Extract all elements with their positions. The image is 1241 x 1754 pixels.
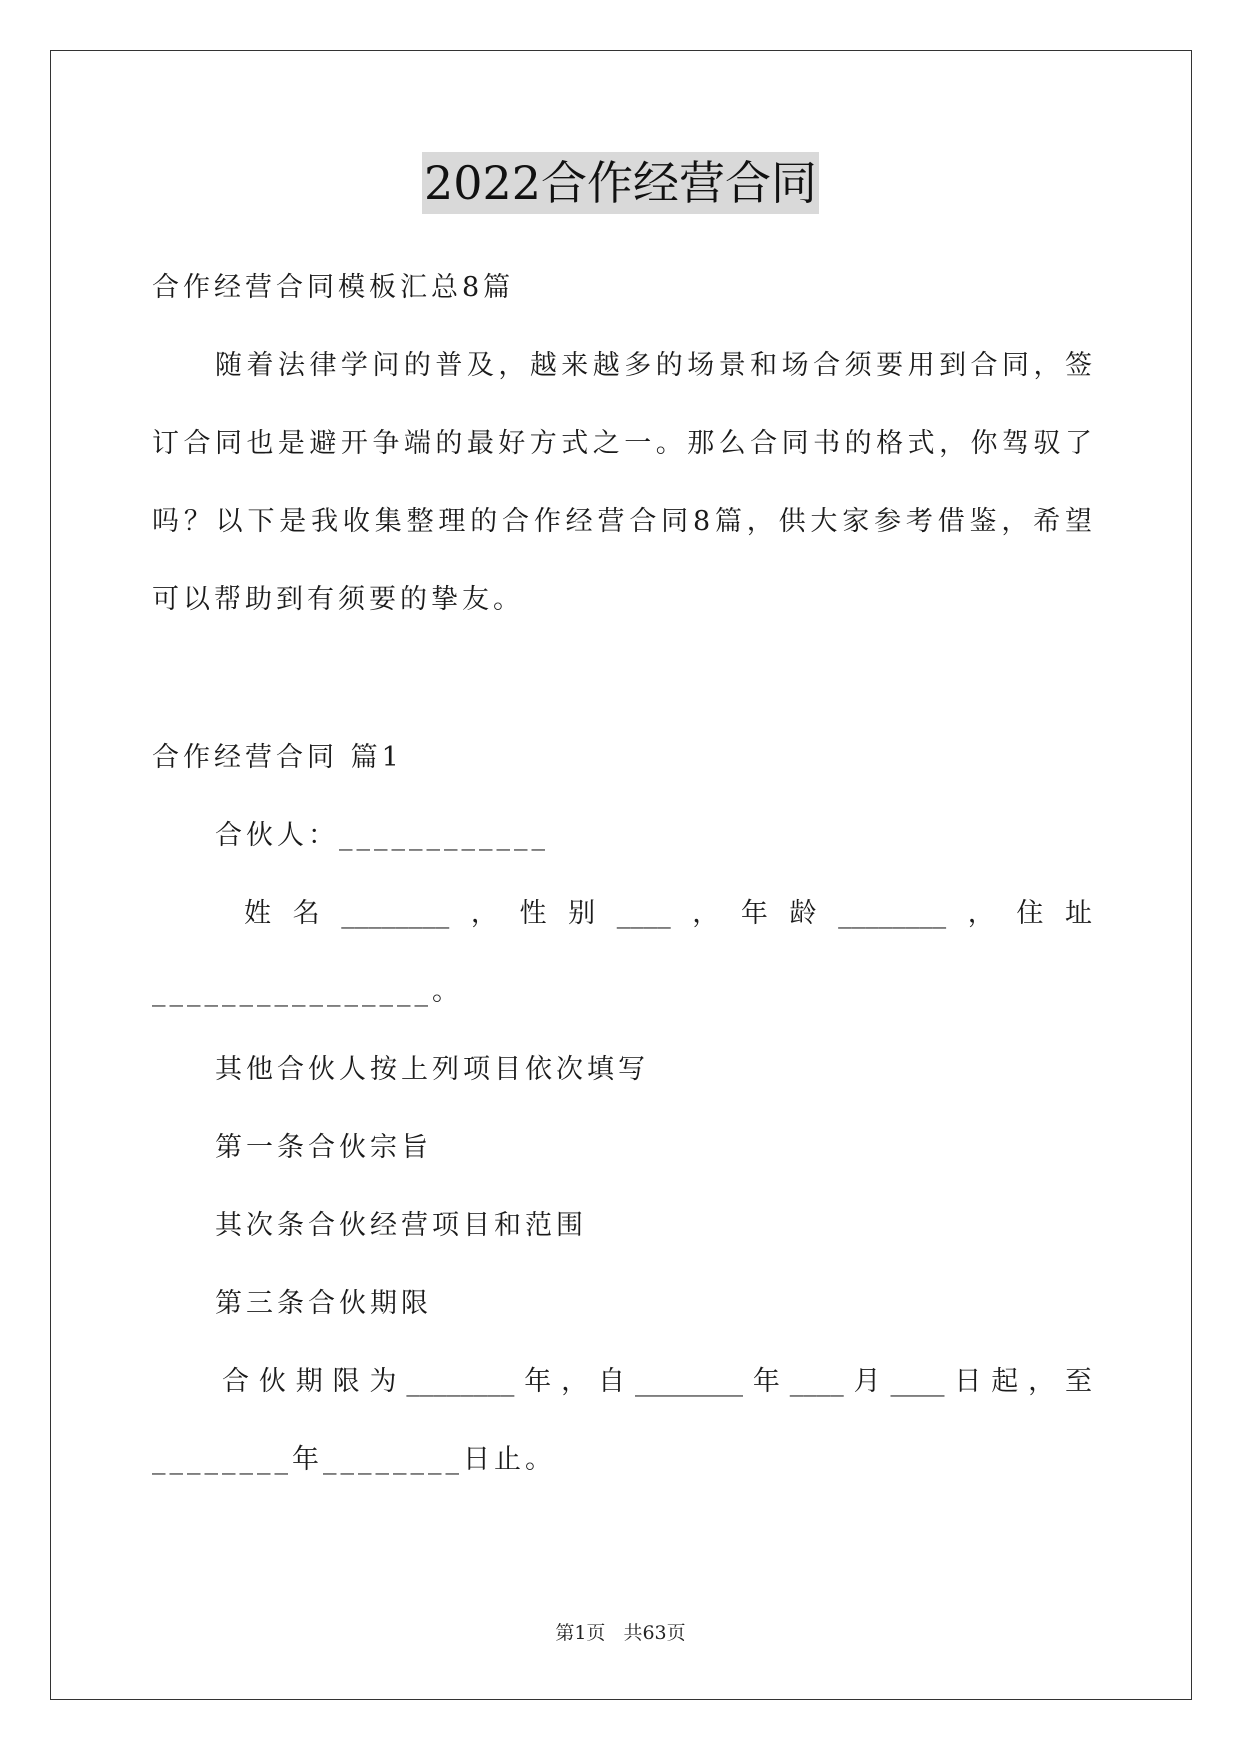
partner-info-line-2: ________________。 [152,976,463,1007]
intro-line-2: 订合同也是避开争端的最好方式之一。那么合同书的格式，你驾驭了 [152,428,1092,459]
term-line-1: 合伙期限为________年，自________年____月____日起，至 [222,1366,1092,1397]
page-number-total: 共63页 [623,1622,686,1644]
partner-info-line-1: 姓名________，性别____，年龄________，住址 [244,898,1092,929]
page-footer [0,1620,1241,1646]
intro-line-4: 可以帮助到有须要的挚友。 [152,584,524,615]
partner-label: 合伙人：____________ [215,820,549,851]
section-heading: 合作经营合同 篇1 [152,742,403,773]
document-subtitle: 合作经营合同模板汇总8篇 [152,272,515,303]
intro-line-3: 吗？以下是我收集整理的合作经营合同8篇，供大家参考借鉴，希望 [152,506,1092,537]
term-line-2: ________年________日止。 [152,1444,556,1475]
other-partners-note: 其他合伙人按上列项目依次填写 [215,1054,649,1085]
title-container [0,152,1241,214]
article-3-heading: 第三条合伙期限 [215,1288,432,1319]
article-2-heading: 其次条合伙经营项目和范围 [215,1210,587,1241]
page-number-current: 第1页 [555,1622,606,1644]
article-1-heading: 第一条合伙宗旨 [215,1132,432,1163]
document-title: 2022合作经营合同 [422,152,819,214]
intro-line-1: 随着法律学问的普及，越来越多的场景和场合须要用到合同，签 [215,350,1092,381]
